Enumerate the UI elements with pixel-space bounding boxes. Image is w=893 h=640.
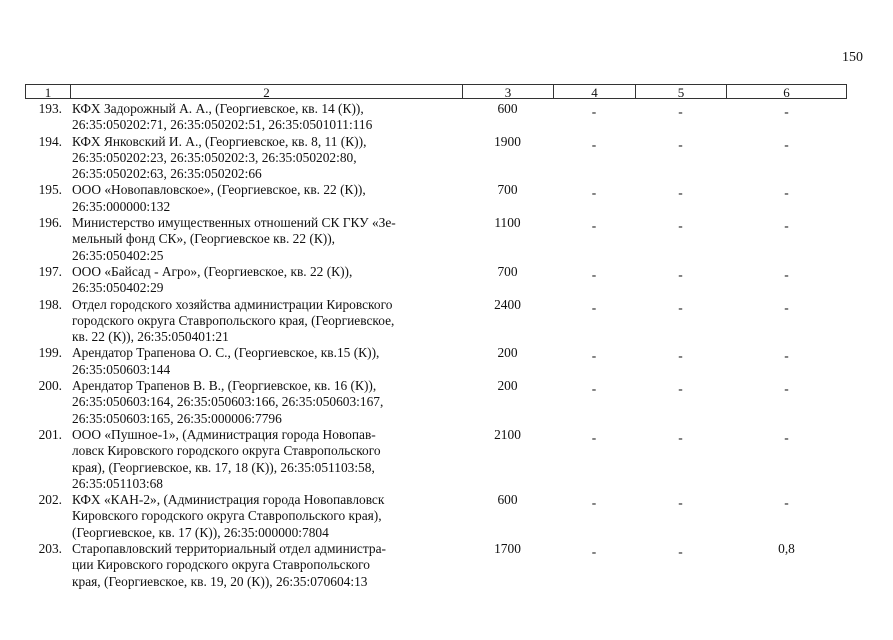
row-name — [70, 134, 462, 183]
row-number — [25, 378, 70, 427]
row-name — [70, 492, 462, 541]
row-col-4-text: - — [591, 136, 597, 152]
table-header — [25, 84, 847, 99]
row-col-6-text: - — [784, 185, 789, 201]
row-area — [462, 297, 553, 346]
row-col-6-text: - — [784, 218, 789, 234]
row-name — [70, 427, 462, 492]
row-number-text: 194. — [38, 133, 62, 149]
row-number — [25, 492, 70, 541]
table-row — [25, 345, 847, 378]
row-col-4 — [553, 541, 635, 590]
row-number-text: 201. — [38, 426, 62, 442]
row-area-text: 700 — [497, 263, 518, 279]
row-col-6-text: - — [784, 381, 789, 397]
row-col-5-text: - — [678, 266, 683, 282]
row-col-6 — [726, 101, 847, 134]
row-area-text: 1700 — [494, 541, 521, 557]
table-row — [25, 215, 847, 264]
row-col-6 — [726, 215, 847, 264]
row-col-5 — [635, 492, 726, 541]
row-col-4-text: - — [591, 299, 597, 315]
row-col-5-text: - — [678, 136, 683, 152]
row-col-4 — [553, 492, 635, 541]
row-col-4-text: - — [591, 185, 597, 201]
row-name-text: Отдел городского хозяйства администрации Кировского городского округа Ставропольского края, (Георгиевское, кв. 22 (К)), 26:35:050401:21 — [72, 296, 395, 345]
row-name — [70, 541, 462, 590]
table-row — [25, 264, 847, 297]
row-col-6 — [726, 378, 847, 427]
row-col-5 — [635, 345, 726, 378]
row-number-text: 198. — [38, 296, 62, 312]
row-col-4 — [553, 297, 635, 346]
header-col-2: 2 — [70, 84, 462, 99]
table-row — [25, 134, 847, 183]
row-col-6-text: - — [784, 266, 789, 282]
row-name-text: ООО «Пушное-1», (Администрация города Новопав- ловск Кировского городского округа Ставропольского края), (Георгиевское, кв. 17, 18 (К)), 26:35:051103:58, 26:35:051103:68 — [72, 426, 381, 491]
row-col-6-text: - — [784, 348, 789, 364]
row-area-text: 600 — [497, 492, 518, 508]
row-area — [462, 101, 553, 134]
table-row — [25, 541, 847, 590]
row-col-5-text: - — [678, 544, 683, 560]
table-row — [25, 101, 847, 134]
row-number — [25, 182, 70, 215]
row-col-6-text: - — [784, 429, 789, 445]
row-col-4 — [553, 101, 635, 134]
row-area — [462, 427, 553, 492]
page-number: 150 — [842, 50, 863, 65]
row-name-text: КФХ Янковский И. А., (Георгиевское, кв. 8, 11 (К)), 26:35:050202:23, 26:35:050202:3, 26:35:050202:80, 26:35:050202:63, 26:35:050202:66 — [72, 133, 367, 182]
row-col-4-text: - — [591, 348, 597, 364]
row-number-text: 195. — [38, 182, 62, 198]
row-number-text: 203. — [38, 541, 62, 557]
row-col-6 — [726, 134, 847, 183]
row-col-6 — [726, 264, 847, 297]
row-col-5-text: - — [678, 218, 683, 234]
row-name — [70, 101, 462, 134]
row-area — [462, 492, 553, 541]
table-row — [25, 182, 847, 215]
row-area — [462, 378, 553, 427]
row-col-6 — [726, 492, 847, 541]
table-row — [25, 427, 847, 492]
row-number-text: 197. — [38, 263, 62, 279]
row-number — [25, 541, 70, 590]
row-area-text: 1900 — [494, 133, 521, 149]
row-col-5-text: - — [678, 429, 683, 445]
row-name-text: КФХ Задорожный А. А., (Георгиевское, кв. 14 (К)), 26:35:050202:71, 26:35:050202:51, 26:35:0501011:116 — [72, 101, 373, 133]
row-col-5 — [635, 297, 726, 346]
row-number-text: 199. — [38, 345, 62, 361]
row-area-text: 2400 — [494, 296, 521, 312]
row-name — [70, 182, 462, 215]
row-col-4-text: - — [591, 266, 597, 282]
row-area-text: 200 — [497, 345, 518, 361]
row-col-4 — [553, 427, 635, 492]
row-col-4-text: - — [591, 429, 597, 445]
table-row — [25, 378, 847, 427]
row-number-text: 202. — [38, 492, 62, 508]
row-col-4 — [553, 215, 635, 264]
row-col-5 — [635, 378, 726, 427]
row-area-text: 2100 — [494, 426, 521, 442]
row-number — [25, 134, 70, 183]
row-col-5 — [635, 101, 726, 134]
row-name — [70, 264, 462, 297]
row-col-5 — [635, 182, 726, 215]
row-col-4-text: - — [591, 495, 597, 511]
row-col-5 — [635, 215, 726, 264]
row-col-4 — [553, 345, 635, 378]
row-number — [25, 264, 70, 297]
header-col-5: 5 — [635, 84, 726, 99]
table-row — [25, 297, 847, 346]
row-col-5-text: - — [678, 381, 683, 397]
row-col-6 — [726, 427, 847, 492]
row-name-text: ООО «Байсад - Агро», (Георгиевское, кв. 22 (К)), 26:35:050402:29 — [72, 263, 353, 296]
row-col-5 — [635, 541, 726, 590]
row-area-text: 700 — [497, 182, 518, 198]
row-area — [462, 215, 553, 264]
row-col-6-text: 0,8 — [778, 541, 795, 557]
row-area-text: 600 — [497, 101, 518, 116]
row-name-text: Старопавловский территориальный отдел администра- ции Кировского городского округа Ставропольского края, (Георгиевское, кв. 19, 20 (К)), 26:35:070604:13 — [72, 541, 386, 589]
row-area — [462, 182, 553, 215]
row-name-text: ООО «Новопавловское», (Георгиевское, кв. 22 (К)), 26:35:000000:132 — [72, 182, 366, 214]
row-col-5 — [635, 264, 726, 297]
row-col-5-text: - — [678, 348, 683, 364]
row-col-5-text: - — [678, 104, 683, 119]
row-name — [70, 345, 462, 378]
row-area — [462, 134, 553, 183]
row-name — [70, 215, 462, 264]
row-area-text: 200 — [497, 378, 518, 394]
row-name-text: Министерство имущественных отношений СК ГКУ «Зе- мельный фонд СК», (Георгиевское кв. 22 (К)), 26:35:050402:25 — [72, 215, 396, 263]
row-area — [462, 345, 553, 378]
row-number — [25, 427, 70, 492]
row-col-4-text: - — [591, 104, 597, 119]
row-col-6 — [726, 297, 847, 346]
row-name — [70, 378, 462, 427]
row-area-text: 1100 — [494, 215, 521, 231]
row-col-5 — [635, 427, 726, 492]
row-col-5-text: - — [678, 495, 683, 511]
header-col-3: 3 — [462, 84, 553, 99]
row-col-4 — [553, 378, 635, 427]
row-col-4-text: - — [591, 218, 597, 234]
row-number-text: 193. — [38, 101, 62, 116]
row-number — [25, 345, 70, 378]
row-name-text: Арендатор Трапенов В. В., (Георгиевское, кв. 16 (К)), 26:35:050603:164, 26:35:050603:166, 26:35:050603:167, 26:35:050603:165, 26:35:000006:7796 — [72, 378, 384, 426]
row-col-6-text: - — [784, 495, 789, 511]
row-col-4 — [553, 134, 635, 183]
row-number — [25, 297, 70, 346]
row-col-6-text: - — [784, 104, 789, 119]
row-number — [25, 215, 70, 264]
table-row — [25, 492, 847, 541]
row-col-4-text: - — [591, 544, 597, 560]
header-col-1: 1 — [25, 84, 70, 99]
row-area — [462, 264, 553, 297]
row-col-4 — [553, 264, 635, 297]
row-col-6 — [726, 345, 847, 378]
row-name-text: КФХ «КАН-2», (Администрация города Новопавловск Кировского городского округа Ставропольского края), (Георгиевское, кв. 17 (К)), 26:35:000000:7804 — [72, 492, 385, 540]
table-body — [25, 101, 847, 590]
row-number-text: 200. — [38, 378, 62, 394]
header-col-4: 4 — [553, 84, 635, 99]
row-col-6 — [726, 541, 847, 590]
row-col-5 — [635, 134, 726, 183]
row-number — [25, 101, 70, 134]
row-number-text: 196. — [38, 215, 62, 231]
row-col-5-text: - — [678, 299, 683, 315]
row-name — [70, 297, 462, 346]
row-col-5-text: - — [678, 185, 683, 201]
row-col-4 — [553, 182, 635, 215]
row-col-6 — [726, 182, 847, 215]
header-col-6: 6 — [726, 84, 847, 99]
row-col-6-text: - — [784, 299, 789, 315]
row-col-6-text: - — [784, 136, 789, 152]
row-col-4-text: - — [591, 381, 597, 397]
row-name-text: Арендатор Трапенова О. С., (Георгиевское, кв.15 (К)), 26:35:050603:144 — [72, 345, 380, 377]
row-area — [462, 541, 553, 590]
